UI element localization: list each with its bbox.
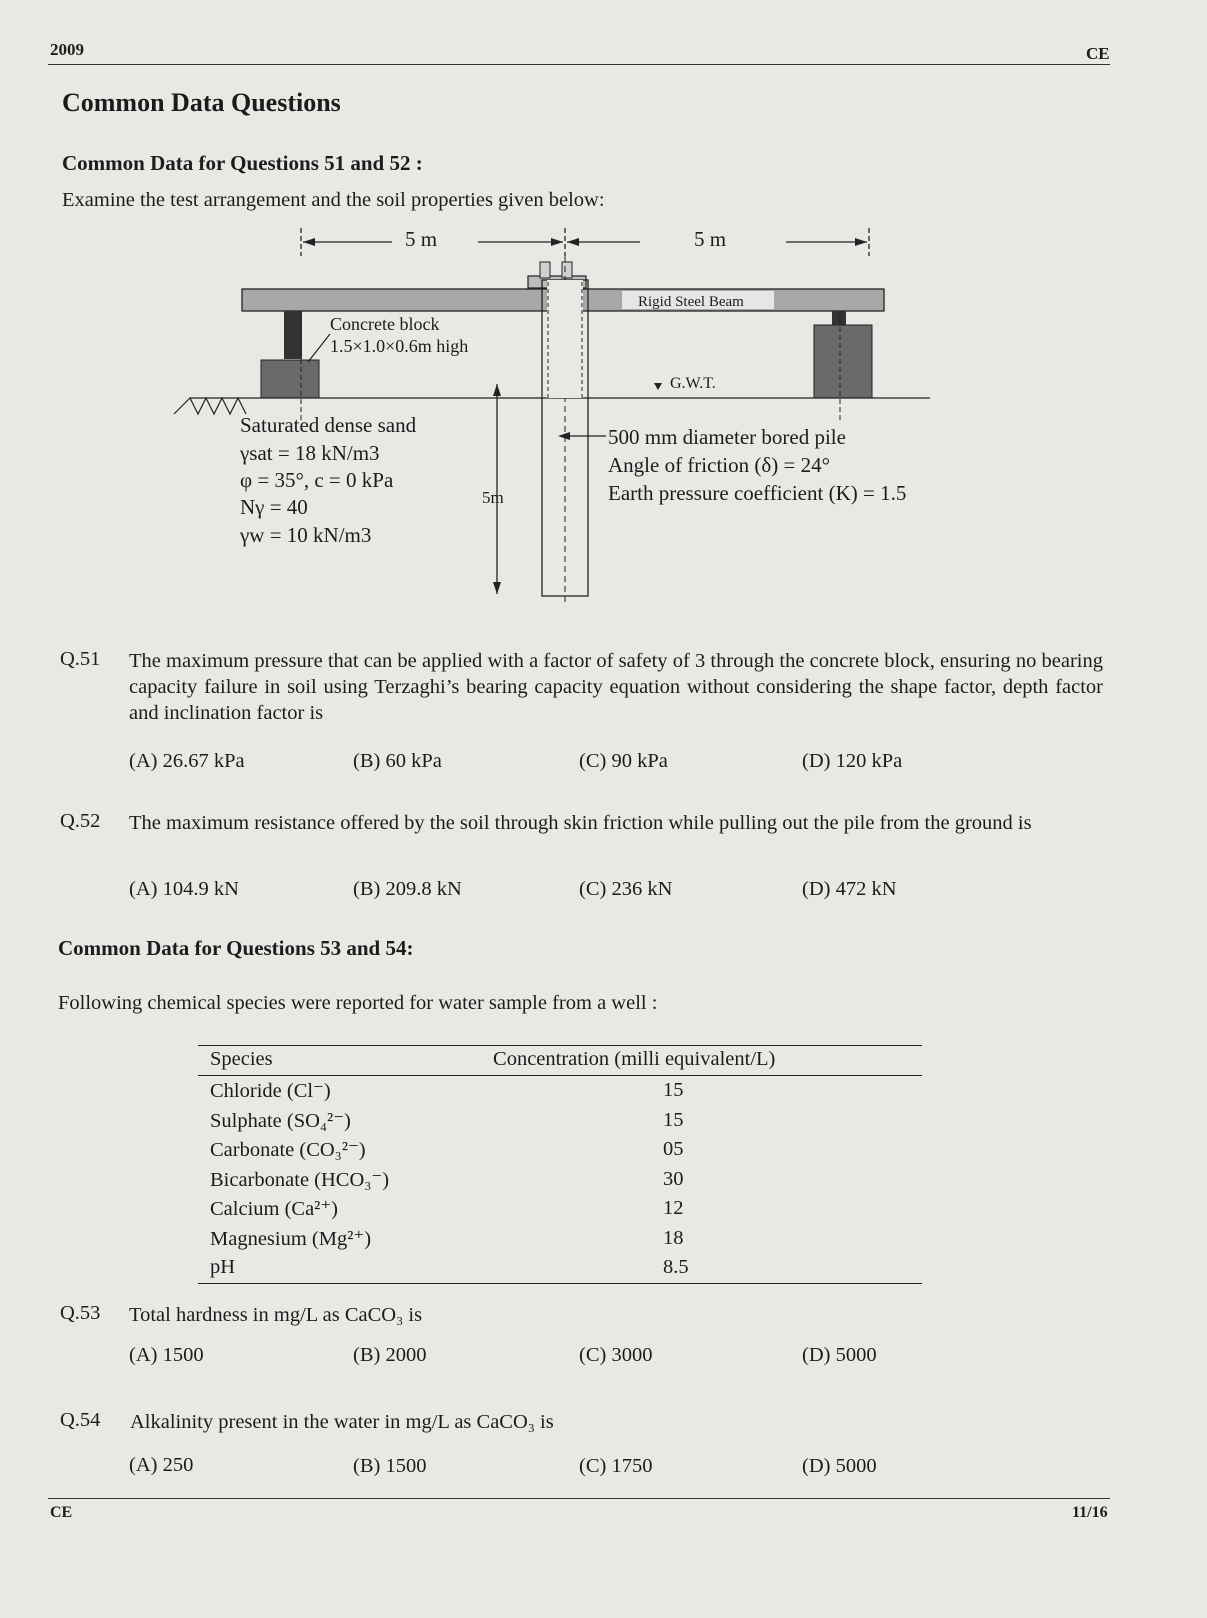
beam-label: Rigid Steel Beam (638, 294, 744, 310)
concentration-cell: 8.5 (493, 1253, 922, 1283)
footer-subject-code: CE (50, 1504, 73, 1521)
gwt-label: G.W.T. (670, 375, 716, 392)
q53-number: Q.53 (60, 1302, 101, 1324)
left-support-post (284, 311, 302, 359)
q54-option-c: (C) 1750 (579, 1455, 653, 1477)
q51-option-c: (C) 90 kPa (579, 750, 668, 772)
jack-post (562, 262, 572, 278)
footer-rule (48, 1498, 1110, 1499)
table-row (198, 1165, 922, 1195)
section-title: Common Data Questions (62, 88, 341, 117)
q54-number: Q.54 (60, 1409, 101, 1431)
header-subject-code: CE (1086, 44, 1110, 63)
q51-option-b: (B) 60 kPa (353, 750, 442, 772)
table-row (198, 1135, 922, 1165)
pile-earth-pressure: Earth pressure coefficient (K) = 1.5 (608, 481, 907, 505)
column-header-concentration: Concentration (milli equivalent/L) (493, 1046, 922, 1076)
soil-gamma-w: γw = 10 kN/m3 (240, 523, 372, 547)
q52-option-a: (A) 104.9 kN (129, 878, 239, 900)
header-year: 2009 (50, 40, 84, 59)
span-left-label: 5 m (405, 227, 438, 251)
q52-option-c: (C) 236 kN (579, 878, 673, 900)
table-row (198, 1224, 922, 1254)
q51-option-a: (A) 26.67 kPa (129, 750, 245, 772)
species-table-header (198, 1046, 922, 1076)
test-arrangement-figure (160, 222, 930, 622)
species-cell: Bicarbonate (HCO₃⁻) (210, 1168, 390, 1191)
arrow-head (558, 432, 570, 440)
pile-head (547, 280, 583, 398)
q52-option-b: (B) 209.8 kN (353, 878, 462, 900)
group2-intro: Following chemical species were reported for water sample from a well : (58, 992, 658, 1014)
arrow-head (493, 384, 501, 396)
q53-option-c: (C) 3000 (579, 1344, 653, 1366)
q51-option-d: (D) 120 kPa (802, 750, 903, 772)
span-right-label: 5 m (694, 227, 727, 251)
q53-text: Total hardness in mg/L as CaCO₃ is (129, 1304, 423, 1326)
soil-gamma-sat: γsat = 18 kN/m3 (240, 441, 380, 465)
group1-heading: Common Data for Questions 51 and 52 : (62, 151, 423, 175)
gwt-symbol (654, 383, 662, 390)
block-label-1: Concrete block (330, 314, 440, 334)
concrete-block-right (814, 325, 872, 398)
q51-number: Q.51 (60, 648, 101, 670)
arrow-head (567, 238, 579, 246)
q52-text: The maximum resistance offered by the soil through skin friction while pulling out the pile from the ground is (129, 812, 1032, 834)
q51-text: The maximum pressure that can be applied with a factor of safety of 3 through the concrete block, ensuring no bearing capacity failure in soil using Terzaghi’s bearing capacity equation without considering the shape factor, depth factor and inclination factor is (129, 650, 1103, 724)
concentration-cell: 15 (663, 1108, 684, 1131)
concentration-cell: 05 (663, 1138, 684, 1161)
block-leader-line (308, 334, 330, 362)
header-rule (48, 64, 1110, 65)
q54-option-d: (D) 5000 (802, 1455, 877, 1477)
q53-option-a: (A) 1500 (129, 1344, 204, 1366)
pile-depth-label: 5m (482, 488, 504, 507)
species-cell: Chloride (Cl⁻) (210, 1080, 331, 1103)
arrow-head (551, 238, 563, 246)
footer-page-number: 11/16 (1072, 1504, 1108, 1521)
concentration-cell: 30 (663, 1167, 684, 1190)
table-row (198, 1194, 922, 1224)
jack-post (540, 262, 550, 278)
species-cell: Sulphate (SO₄²⁻) (210, 1109, 351, 1132)
q53-option-d: (D) 5000 (802, 1344, 877, 1366)
q54-option-b: (B) 1500 (353, 1455, 427, 1477)
species-cell: Calcium (Ca²⁺) (210, 1198, 338, 1221)
block-label-2: 1.5×1.0×0.6m high (330, 336, 469, 356)
q52-option-d: (D) 472 kN (802, 878, 897, 900)
right-support-cap (832, 311, 846, 325)
arrow-head (303, 238, 315, 246)
group2-heading: Common Data for Questions 53 and 54: (58, 936, 414, 960)
concentration-cell: 15 (663, 1079, 684, 1102)
ground-hatch (174, 398, 246, 414)
pile-friction-angle: Angle of friction (δ) = 24° (608, 453, 830, 477)
species-cell: Magnesium (Mg²⁺) (210, 1227, 372, 1250)
table-row (198, 1253, 922, 1283)
arrow-head (493, 582, 501, 594)
table-row (198, 1106, 922, 1136)
soil-n-gamma: Nγ = 40 (240, 495, 308, 519)
table-row (198, 1076, 922, 1106)
concentration-cell: 18 (663, 1226, 684, 1249)
soil-title: Saturated dense sand (240, 413, 417, 437)
arrow-head (855, 238, 867, 246)
column-header-species: Species (198, 1046, 493, 1076)
species-cell: pH (198, 1253, 493, 1283)
q52-number: Q.52 (60, 810, 101, 832)
species-table (198, 1045, 922, 1284)
q54-option-a: (A) 250 (129, 1454, 194, 1476)
species-cell: Carbonate (CO₃²⁻) (210, 1139, 366, 1162)
group1-intro: Examine the test arrangement and the soil properties given below: (62, 189, 605, 211)
pile-label: 500 mm diameter bored pile (608, 425, 846, 449)
soil-phi-c: φ = 35°, c = 0 kPa (240, 468, 394, 492)
q54-text: Alkalinity present in the water in mg/L as CaCO₃ is (130, 1411, 554, 1433)
concentration-cell: 12 (663, 1197, 684, 1220)
concrete-block-left (261, 360, 319, 398)
q53-option-b: (B) 2000 (353, 1344, 427, 1366)
